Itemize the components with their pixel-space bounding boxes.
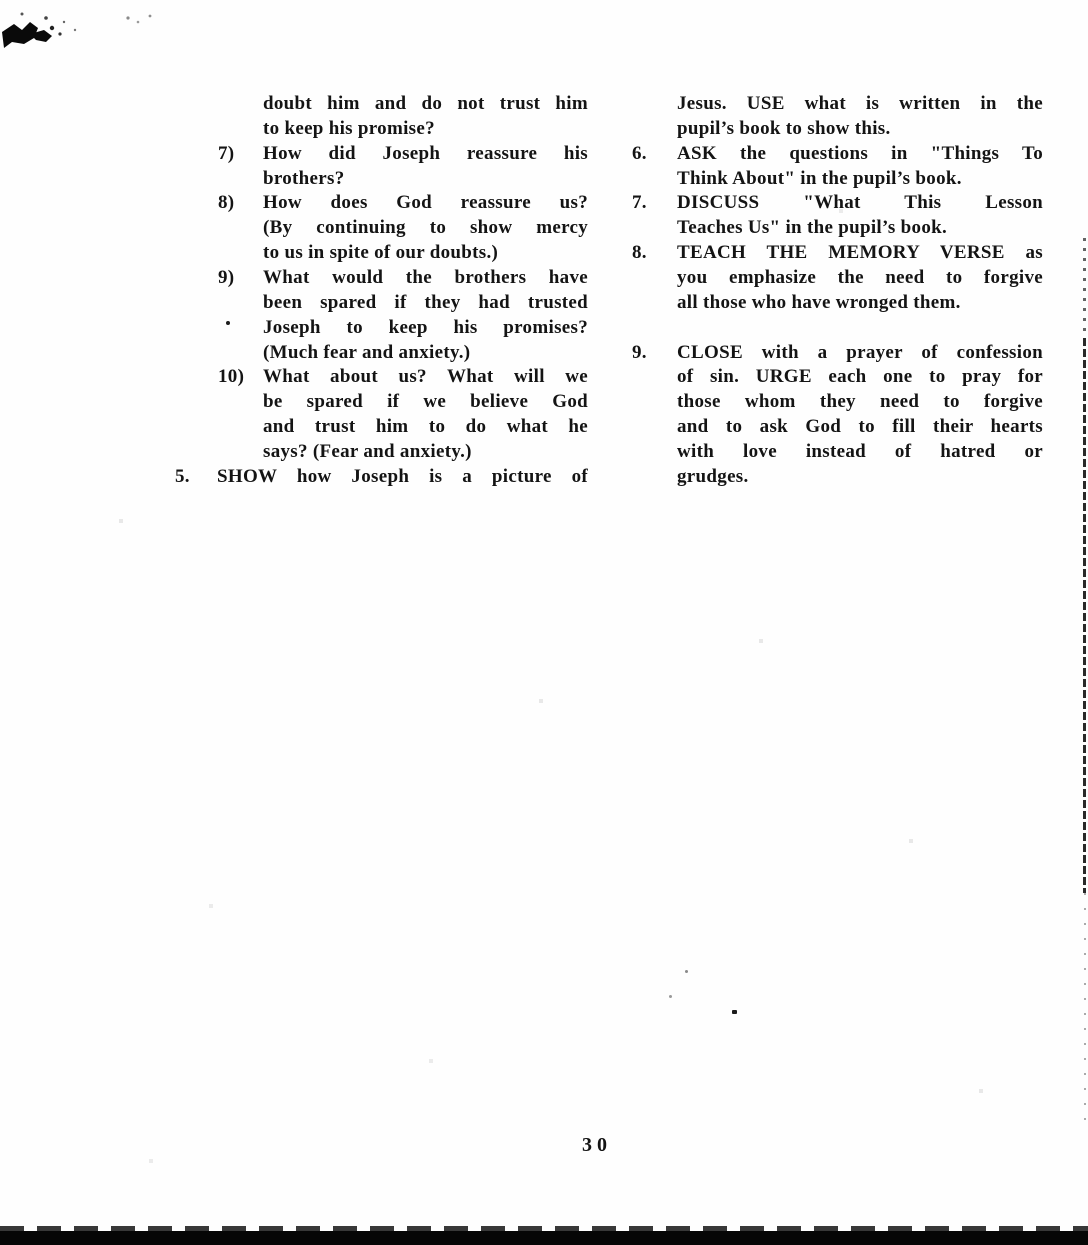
text-line: Think About" in the pupil’s book. bbox=[677, 167, 962, 189]
item-text bbox=[263, 266, 588, 365]
item-text bbox=[263, 191, 588, 266]
text-line: ASK the questions in "Things To bbox=[677, 142, 1043, 164]
list-item bbox=[632, 92, 1043, 142]
text-line: doubt him and do not trust him bbox=[263, 93, 588, 114]
text-line: all those who have wronged them. bbox=[677, 291, 961, 313]
item-marker bbox=[218, 92, 263, 117]
stray-dot-artifact bbox=[732, 1010, 737, 1014]
item-marker bbox=[632, 92, 677, 117]
list-item bbox=[632, 341, 1043, 490]
list-item bbox=[175, 92, 588, 142]
text-line: and trust him to do what he bbox=[263, 416, 588, 438]
text-line: grudges. bbox=[677, 465, 749, 487]
scan-edge-line-artifact bbox=[1083, 338, 1086, 893]
text-line: Teaches Us" in the pupil’s book. bbox=[677, 217, 948, 239]
item-text bbox=[677, 241, 1043, 316]
item-text bbox=[217, 465, 588, 490]
item-marker: 10) bbox=[218, 366, 245, 388]
item-marker: 5. bbox=[175, 465, 190, 487]
scan-edge-line-artifact bbox=[1083, 238, 1086, 338]
list-item bbox=[175, 191, 588, 266]
text-line: you emphasize the need to forgive bbox=[677, 267, 1043, 289]
list-item bbox=[175, 465, 588, 490]
text-line: SHOW how Joseph is a picture of bbox=[217, 465, 588, 487]
text-line: TEACH THE MEMORY VERSE as bbox=[677, 242, 1043, 264]
item-text bbox=[677, 191, 1043, 241]
text-line: with love instead of hatred or bbox=[677, 441, 1043, 463]
text-line: What about us? What will we bbox=[263, 366, 588, 388]
list-item bbox=[175, 365, 588, 464]
list-item bbox=[632, 241, 1043, 316]
text-line: How does God reassure us? bbox=[263, 192, 588, 214]
item-marker: 9) bbox=[218, 267, 235, 289]
text-line: of sin. URGE each one to pray for bbox=[677, 366, 1043, 388]
scan-noise-speckles bbox=[0, 0, 2, 2]
text-line: those whom they need to forgive bbox=[677, 391, 1043, 413]
text-line: to us in spite of our doubts.) bbox=[263, 242, 499, 264]
text-line: How did Joseph reassure his bbox=[263, 142, 588, 164]
item-marker: 7) bbox=[218, 142, 235, 164]
text-column-right bbox=[632, 92, 1043, 490]
text-line: been spared if they had trusted bbox=[263, 291, 588, 313]
text-line: pupil’s book to show this. bbox=[677, 117, 891, 139]
text-line: and to ask God to fill their hearts bbox=[677, 416, 1043, 438]
item-text bbox=[263, 142, 588, 192]
stray-dot-artifact bbox=[226, 321, 230, 325]
item-marker: 8. bbox=[632, 242, 647, 264]
text-line: DISCUSS "What This Lesson bbox=[677, 192, 1043, 214]
text-line: Joseph to keep his promises? bbox=[263, 316, 588, 338]
paragraph-gap bbox=[632, 316, 1043, 341]
text-line: CLOSE with a prayer of confession bbox=[677, 341, 1043, 363]
item-text bbox=[677, 92, 1043, 142]
item-marker: 9. bbox=[632, 341, 647, 363]
text-line: What would the brothers have bbox=[263, 267, 588, 289]
list-item bbox=[175, 142, 588, 192]
list-item bbox=[632, 191, 1043, 241]
list-item bbox=[632, 142, 1043, 192]
list-item bbox=[175, 266, 588, 365]
stray-dot-artifact bbox=[685, 970, 688, 973]
item-marker: 8) bbox=[218, 192, 235, 214]
text-line: says? (Fear and anxiety.) bbox=[263, 441, 472, 463]
text-line: (Much fear and anxiety.) bbox=[263, 341, 471, 363]
text-line: be spared if we believe God bbox=[263, 391, 588, 413]
ink-smudge-artifact bbox=[0, 4, 170, 64]
item-text bbox=[263, 365, 588, 464]
text-line: (By continuing to show mercy bbox=[263, 217, 588, 239]
item-marker: 6. bbox=[632, 142, 647, 164]
text-column-left bbox=[175, 92, 588, 490]
scan-edge-line-artifact bbox=[1084, 893, 1086, 1133]
text-line: to keep his promise? bbox=[263, 117, 435, 139]
scan-bottom-band-artifact bbox=[0, 1231, 1088, 1245]
text-line: Jesus. USE what is written in the bbox=[677, 93, 1043, 114]
text-line: brothers? bbox=[263, 167, 345, 189]
item-text bbox=[677, 142, 1043, 192]
item-text bbox=[263, 92, 588, 142]
item-marker: 7. bbox=[632, 192, 647, 214]
item-text bbox=[677, 341, 1043, 490]
stray-dot-artifact bbox=[669, 995, 672, 998]
page-number: 30 bbox=[582, 1134, 612, 1156]
